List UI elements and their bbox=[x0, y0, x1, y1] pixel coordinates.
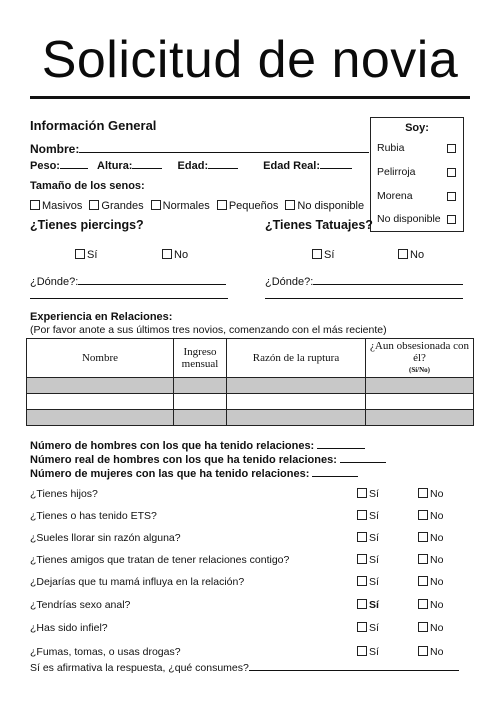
tamano-option[interactable]: Pequeños bbox=[217, 200, 279, 212]
soy-box bbox=[370, 117, 464, 232]
peso-field[interactable] bbox=[60, 158, 88, 169]
soy-option-rubia: Rubia bbox=[377, 142, 405, 154]
general-heading: Información General bbox=[30, 118, 157, 133]
checkbox[interactable] bbox=[357, 554, 367, 564]
answer-no[interactable]: No bbox=[418, 554, 443, 566]
answer-no[interactable]: No bbox=[418, 488, 443, 500]
col-obsesionada-sub: (Sí/No) bbox=[409, 366, 430, 374]
table-cell[interactable] bbox=[366, 410, 474, 426]
pregunta-infiel: ¿Has sido infiel? bbox=[30, 622, 108, 634]
soy-option-pelirroja: Pelirroja bbox=[377, 166, 416, 178]
nombre-row bbox=[30, 142, 369, 156]
tatuajes-question: ¿Tienes Tatuajes? bbox=[265, 218, 373, 232]
peso-label: Peso: bbox=[30, 160, 60, 172]
conteo-hombres-label: Número de hombres con los que ha tenido relaciones: bbox=[30, 440, 315, 452]
tatuajes-where-label: ¿Dónde?: bbox=[265, 276, 314, 288]
nombre-field[interactable] bbox=[79, 142, 369, 153]
form-title: Solicitud de novia bbox=[41, 31, 459, 89]
checkbox[interactable] bbox=[398, 249, 408, 259]
checkbox[interactable] bbox=[357, 599, 367, 609]
edad-label: Edad: bbox=[177, 160, 209, 172]
tatuajes-where-row bbox=[265, 274, 463, 288]
tatuajes-where-field[interactable] bbox=[313, 274, 463, 285]
table-cell[interactable] bbox=[27, 410, 174, 426]
checkbox[interactable] bbox=[312, 249, 322, 259]
pregunta-llorar: ¿Sueles llorar sin razón alguna? bbox=[30, 532, 181, 544]
conteo-hombres-field[interactable] bbox=[317, 438, 365, 449]
tamano-options bbox=[30, 200, 364, 212]
answer-yes[interactable]: Sí bbox=[357, 576, 379, 588]
conteo-hombres-real-label: Número real de hombres con los que ha tenido relaciones: bbox=[30, 454, 337, 466]
checkbox[interactable] bbox=[418, 599, 428, 609]
relationships-table bbox=[26, 338, 474, 426]
answer-no[interactable]: No bbox=[418, 646, 443, 658]
checkbox[interactable] bbox=[418, 532, 428, 542]
table-cell[interactable] bbox=[227, 378, 366, 394]
checkbox[interactable] bbox=[357, 646, 367, 656]
soy-option-no-disponible: No disponible bbox=[377, 213, 441, 225]
checkbox[interactable] bbox=[162, 249, 172, 259]
conteo-hombres bbox=[30, 438, 365, 452]
pregunta-mama: ¿Dejarías que tu mamá influya en la relación? bbox=[30, 576, 245, 588]
soy-checkbox[interactable] bbox=[447, 168, 456, 177]
answer-yes[interactable]: Sí bbox=[357, 532, 379, 544]
answer-no[interactable]: No bbox=[418, 510, 443, 522]
answer-yes[interactable]: Sí bbox=[357, 599, 379, 611]
conteo-mujeres bbox=[30, 466, 358, 480]
answer-yes[interactable]: Sí bbox=[357, 510, 379, 522]
checkbox[interactable] bbox=[357, 622, 367, 632]
checkbox[interactable] bbox=[30, 200, 40, 210]
checkbox[interactable] bbox=[418, 510, 428, 520]
edad-real-label: Edad Real: bbox=[263, 160, 321, 172]
conteo-mujeres-field[interactable] bbox=[312, 466, 358, 477]
tamano-label: Tamaño de los senos: bbox=[30, 180, 145, 192]
piercings-question: ¿Tienes piercings? bbox=[30, 218, 144, 232]
answer-no[interactable]: No bbox=[418, 532, 443, 544]
checkbox[interactable] bbox=[89, 200, 99, 210]
col-ingreso: Ingreso mensual bbox=[174, 339, 227, 378]
medidas-row bbox=[30, 158, 352, 172]
answer-yes[interactable]: Sí bbox=[357, 488, 379, 500]
table-cell[interactable] bbox=[366, 378, 474, 394]
piercings-yes[interactable]: Sí bbox=[75, 249, 97, 261]
answer-no[interactable]: No bbox=[418, 576, 443, 588]
tatuajes-yes[interactable]: Sí bbox=[312, 249, 334, 261]
title-underline bbox=[30, 96, 470, 99]
tamano-option[interactable]: No disponible bbox=[285, 200, 364, 212]
checkbox[interactable] bbox=[418, 554, 428, 564]
checkbox[interactable] bbox=[285, 200, 295, 210]
conteo-hombres-real bbox=[30, 452, 386, 466]
answer-yes[interactable]: Sí bbox=[357, 622, 379, 634]
tatuajes-no[interactable]: No bbox=[398, 249, 424, 261]
soy-option-morena: Morena bbox=[377, 190, 413, 202]
pregunta-drogas: ¿Fumas, tomas, o usas drogas? bbox=[30, 646, 181, 658]
soy-checkbox[interactable] bbox=[447, 192, 456, 201]
table-cell[interactable] bbox=[366, 394, 474, 410]
altura-field[interactable] bbox=[132, 158, 162, 169]
soy-checkbox[interactable] bbox=[447, 215, 456, 224]
soy-checkbox[interactable] bbox=[447, 144, 456, 153]
checkbox[interactable] bbox=[357, 532, 367, 542]
answer-no[interactable]: No bbox=[418, 599, 443, 611]
answer-yes[interactable]: Sí bbox=[357, 646, 379, 658]
consumo-row bbox=[30, 660, 459, 674]
checkbox[interactable] bbox=[217, 200, 227, 210]
checkbox[interactable] bbox=[357, 576, 367, 586]
pregunta-ets: ¿Tienes o has tenido ETS? bbox=[30, 510, 157, 522]
table-cell[interactable] bbox=[27, 394, 174, 410]
table-cell[interactable] bbox=[174, 378, 227, 394]
piercings-where-line2[interactable] bbox=[30, 298, 228, 299]
altura-label: Altura: bbox=[97, 160, 133, 172]
checkbox[interactable] bbox=[357, 488, 367, 498]
col-nombre: Nombre bbox=[27, 339, 174, 378]
tamano-option[interactable]: Grandes bbox=[89, 200, 143, 212]
checkbox[interactable] bbox=[418, 576, 428, 586]
consumo-field[interactable] bbox=[249, 660, 459, 671]
table-row bbox=[27, 378, 474, 394]
consumo-label: Sí es afirmativa la respuesta, ¿qué consumes? bbox=[30, 662, 249, 674]
tatuajes-where-line2[interactable] bbox=[265, 298, 463, 299]
col-obsesionada bbox=[366, 339, 474, 378]
table-row bbox=[27, 394, 474, 410]
piercings-where-field[interactable] bbox=[78, 274, 226, 285]
edad-field[interactable] bbox=[208, 158, 238, 169]
checkbox[interactable] bbox=[357, 510, 367, 520]
experiencia-heading: Experiencia en Relaciones: bbox=[30, 311, 173, 323]
table-cell[interactable] bbox=[27, 378, 174, 394]
tamano-option[interactable]: Normales bbox=[151, 200, 210, 212]
checkbox[interactable] bbox=[151, 200, 161, 210]
piercings-where-row bbox=[30, 274, 226, 288]
answer-no[interactable]: No bbox=[418, 622, 443, 634]
pregunta-hijos: ¿Tienes hijos? bbox=[30, 488, 98, 500]
checkbox[interactable] bbox=[75, 249, 85, 259]
pregunta-amigos: ¿Tienes amigos que tratan de tener relaciones contigo? bbox=[30, 554, 290, 566]
table-cell[interactable] bbox=[174, 410, 227, 426]
checkbox[interactable] bbox=[418, 622, 428, 632]
checkbox[interactable] bbox=[418, 488, 428, 498]
pregunta-anal: ¿Tendrías sexo anal? bbox=[30, 599, 131, 611]
edad-real-field[interactable] bbox=[320, 158, 352, 169]
experiencia-note: (Por favor anote a sus últimos tres novios, comenzando con el más reciente) bbox=[30, 324, 387, 336]
piercings-no[interactable]: No bbox=[162, 249, 188, 261]
answer-yes[interactable]: Sí bbox=[357, 554, 379, 566]
col-obsesionada-label: ¿Aun obsesionada con él? bbox=[370, 340, 469, 364]
checkbox[interactable] bbox=[418, 646, 428, 656]
table-cell[interactable] bbox=[227, 410, 366, 426]
table-cell[interactable] bbox=[227, 394, 366, 410]
table-cell[interactable] bbox=[174, 394, 227, 410]
conteo-hombres-real-field[interactable] bbox=[340, 452, 386, 463]
nombre-label: Nombre: bbox=[30, 142, 80, 156]
soy-title: Soy: bbox=[405, 122, 429, 134]
piercings-where-label: ¿Dónde?: bbox=[30, 276, 79, 288]
table-row bbox=[27, 410, 474, 426]
conteo-mujeres-label: Número de mujeres con las que ha tenido relaciones: bbox=[30, 468, 310, 480]
col-razon: Razón de la ruptura bbox=[227, 339, 366, 378]
tamano-option[interactable]: Masivos bbox=[30, 200, 82, 212]
